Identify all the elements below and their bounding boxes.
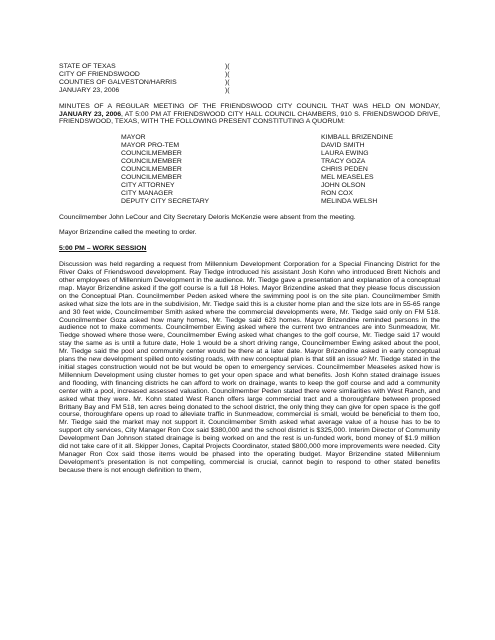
roster-title: MAYOR <box>121 134 146 142</box>
absent-note: Councilmember John LeCour and City Secretary Deloris McKenzie were absent from the meeting. <box>59 213 356 221</box>
roster-row <box>121 142 440 150</box>
roster-title: COUNCILMEMBER <box>121 165 182 173</box>
roster-title: MAYOR PRO-TEM <box>121 142 180 150</box>
roster-row <box>121 134 440 142</box>
roster-title: COUNCILMEMBER <box>121 173 182 181</box>
intro-text-1: MINUTES OF A REGULAR MEETING OF THE FRIENDSWOOD CITY COUNCIL THAT WAS HELD ON MONDAY, <box>59 102 440 110</box>
caption-row <box>59 63 249 71</box>
meeting-date: JANUARY 23, 2006 <box>59 110 121 118</box>
caption-bracket: )( <box>225 63 230 70</box>
roster-title: COUNCILMEMBER <box>121 158 182 166</box>
roster-row <box>121 150 440 158</box>
caption-left: JANUARY 23, 2006 <box>59 86 120 94</box>
roster-name: CHRIS PEDEN <box>321 165 368 173</box>
roster-name: MELINDA WELSH <box>321 197 378 205</box>
caption-bracket: )( <box>225 78 230 86</box>
discussion-paragraph: Discussion was held regarding a request from Millennium Development Corporation for a Special Financing District for the River Oaks of Friendswood development. Ray Tiedge introduced his assistant Josh Kohn who introduced Brett Nichols and other employees of Millennium Development in the audience. Mr. Tiedge gave a presentation and explanation of a conceptual map. Mayor Brizendine asked if the golf course is a full 18 Holes. Mayor Brizendine asked that they please focus discussion on the Conceptual Plan. Councilmember Peden asked where the swimming pool is on the site plan. Councilmember Smith asked what size the lots are in the subdivision, Mr. Tiedge said this is a cluster home plan and the size lots are in 55-65 range and 30 feet wide, Councilmember Smith asked where the commercial developments were, Mr. Tiedge said only on FM 518. Councilmember Goza asked how many homes, Mr. Tiedge said 623 homes. Mayor Brizendine reminded persons in the audience not to make comments. Councilmember Ewing asked where the current two entrances are into Sunmeadow, Mr. Tiedge showed where those were, Councilmember Ewing asked what changes to the golf course, Mr. Tiedge said 17 would stay the same as is until a future date, Hole 1 would be a short driving range, Councilmember Ewing asked about the pool, Mr. Tiedge said the pool and community center would be there at a later date. Mayor Brizendine asked in early conceptual plans the new development spilled onto existing roads, with new conceptual plan is that still an issue? Mr. Tiedge stated in the initial stages construction would not be but would be open to emergency services. Councilmember Measeles asked how is Millennium Development using cluster homes to get your open space and what benefits. Josh Kohn stated drainage issues and flooding, with financing districts he can afford to work on drainage, wants to keep the golf course and add a community center with a pool, increased assessed valuation. Councilmember Peden stated there were similarities with West Ranch, and asked what they were. Mr. Kohn stated West Ranch offers large commercial tract and a thoroughfare between proposed Brittany Bay and FM 518, ten acres being donated to the school district, the only thing they can give for open space is the golf course, thoroughfare opens up road to alleviate traffic in Sunmeadow, commercial is small, would be beneficial to them too, Mr. Tiedge said the market may not support it. Councilmember Smith asked what average value of a house has to be to support city services, City Manager Ron Cox said $380,000 and the school district is $325,000. Interim Director of Community Development Dan Johnson stated drainage is being worked on and the rest is un-funded work, bond money of $1.9 million did not take care of it all. Skipper Jones, Capital Projects Coordinator, stated $800,000 more improvements were needed. City Manager Ron Cox said those items would be phased into the operating budget. Mayor Brizendine stated Millennium Development’s presentation is not compelling, commercial is crucial, cannot begin to respond to other stated benefits because there is not enough definition to them, <box>59 261 440 474</box>
roster-name: DAVID SMITH <box>321 142 365 150</box>
roster-row <box>121 182 440 190</box>
roster-row <box>121 158 440 166</box>
caption-left: COUNTIES OF GALVESTON/HARRIS <box>59 78 177 86</box>
intro-text-2: , AT 5:00 PM AT FRIENDSWOOD CITY HALL COUNCIL CHAMBERS, 910 S. FRIENDSWOOD DRIVE, FRIENDSWOOD, TEXAS, WITH THE FOLLOWING PRESENT CONSTITUTING A QUORUM: <box>59 110 440 126</box>
section-heading: 5:00 PM – WORK SESSION <box>59 245 147 253</box>
roster-row <box>121 198 440 206</box>
case-caption <box>59 63 249 95</box>
meeting-intro <box>59 103 440 127</box>
roster-name: LAURA EWING <box>321 150 369 158</box>
roster-row <box>121 174 440 182</box>
roster-name: MEL MEASELES <box>321 173 374 181</box>
roster-name: RON COX <box>321 189 353 197</box>
roster-title: COUNCILMEMBER <box>121 150 182 158</box>
caption-row <box>59 87 249 95</box>
roster-title: CITY MANAGER <box>121 189 173 197</box>
roster-row <box>121 190 440 198</box>
roster-name: JOHN OLSON <box>321 181 366 189</box>
caption-row <box>59 71 249 79</box>
caption-row <box>59 79 249 87</box>
roster-title: DEPUTY CITY SECRETARY <box>121 197 210 205</box>
caption-left: STATE OF TEXAS <box>59 63 116 70</box>
caption-left: CITY OF FRIENDSWOOD <box>59 70 140 78</box>
caption-bracket: )( <box>225 86 230 94</box>
attendance-roster <box>121 134 440 205</box>
caption-bracket: )( <box>225 70 230 78</box>
roster-name: TRACY GOZA <box>321 158 366 166</box>
roster-name: KIMBALL BRIZENDINE <box>321 134 394 142</box>
call-to-order: Mayor Brizendine called the meeting to order. <box>59 229 197 237</box>
roster-row <box>121 166 440 174</box>
roster-title: CITY ATTORNEY <box>121 181 175 189</box>
